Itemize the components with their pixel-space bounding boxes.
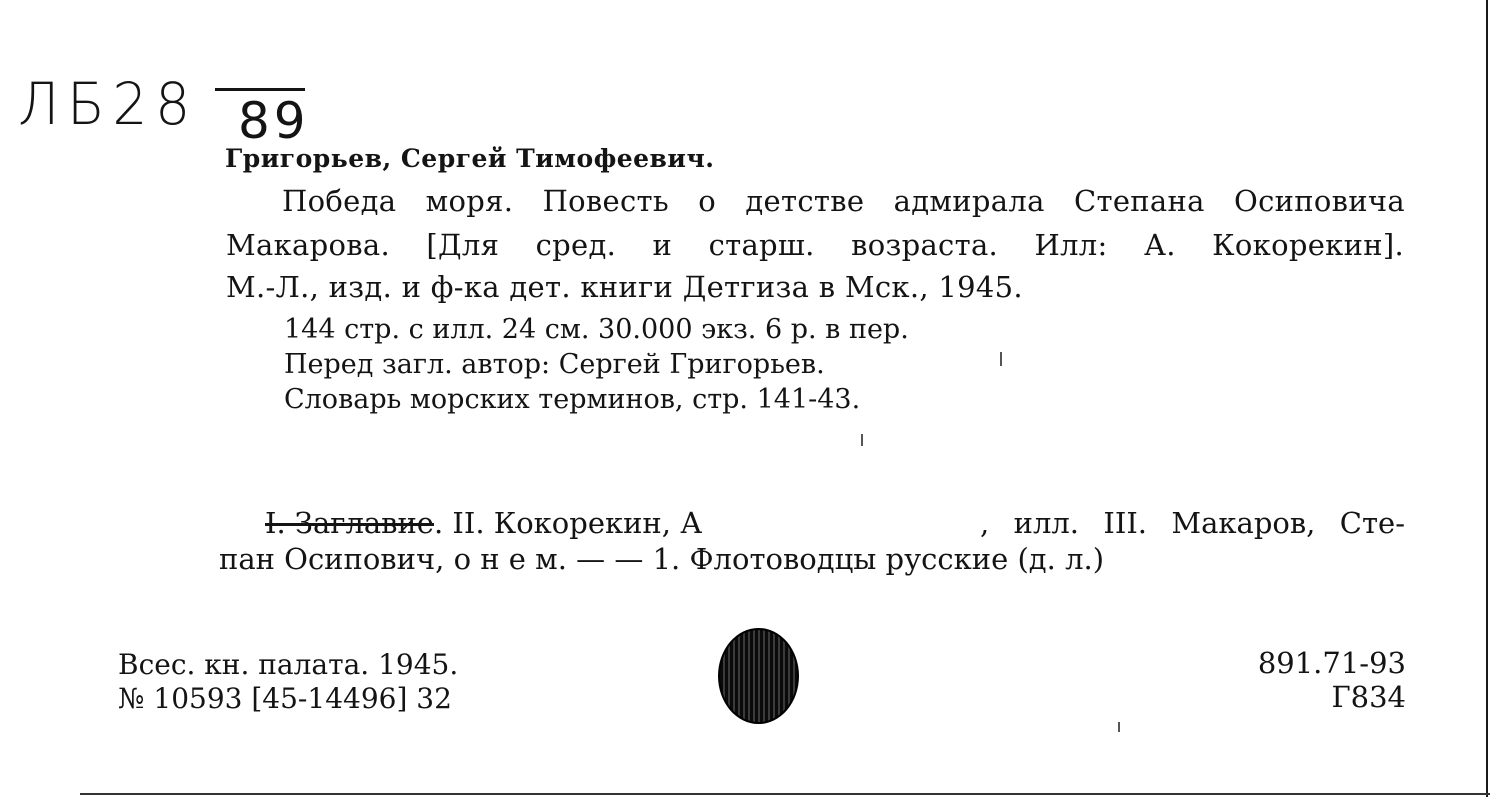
glossary-note: Словарь морских терминов, стр. 141-43. xyxy=(284,384,861,415)
author-heading: Григорьев, Сергей Тимофеевич. xyxy=(225,144,715,173)
shelf-mark: ЛБ28 xyxy=(18,70,198,138)
struck-title-tracing: I. Заглавие xyxy=(265,506,434,540)
author-note: Перед загл. автор: Сергей Григорьев. xyxy=(284,349,825,380)
chamber-number: № 10593 [45-14496] 32 xyxy=(118,682,452,715)
shelf-mark-sub: 89 xyxy=(238,92,310,150)
scan-speck xyxy=(1000,352,1002,366)
tracing-line-1-end: , илл. III. Макаров, Сте- xyxy=(980,506,1405,540)
title-line-1: Победа моря. Повесть о детстве адмирала Степана Осиповича xyxy=(282,184,1405,218)
scan-speck xyxy=(1118,722,1120,732)
classification-number: 891.71-93 xyxy=(1257,646,1406,680)
imprint-line: М.-Л., изд. и ф-ка дет. книги Детгиза в Мск., 1945. xyxy=(226,270,1023,304)
tracing-illustrator: . II. Кокорекин, А xyxy=(433,506,703,540)
tracing-line-1 xyxy=(265,506,702,540)
collation-note: 144 стр. с илл. 24 см. 30.000 экз. 6 р. в пер. xyxy=(284,314,909,345)
card-right-edge xyxy=(1486,0,1488,797)
card-bottom-edge xyxy=(80,793,1490,795)
scan-speck xyxy=(861,434,863,446)
punch-hole-icon xyxy=(718,628,799,724)
title-line-2: Макарова. [Для сред. и старш. возраста. Илл: А. Кокорекин]. xyxy=(226,228,1404,262)
author-mark: Г834 xyxy=(1331,680,1406,714)
chamber-imprint: Всес. кн. палата. 1945. xyxy=(118,648,459,681)
shelf-mark-rule xyxy=(215,88,305,91)
tracing-line-2: пан Осипович, о н е м. — — 1. Флотоводцы русские (д. л.) xyxy=(219,542,1105,576)
